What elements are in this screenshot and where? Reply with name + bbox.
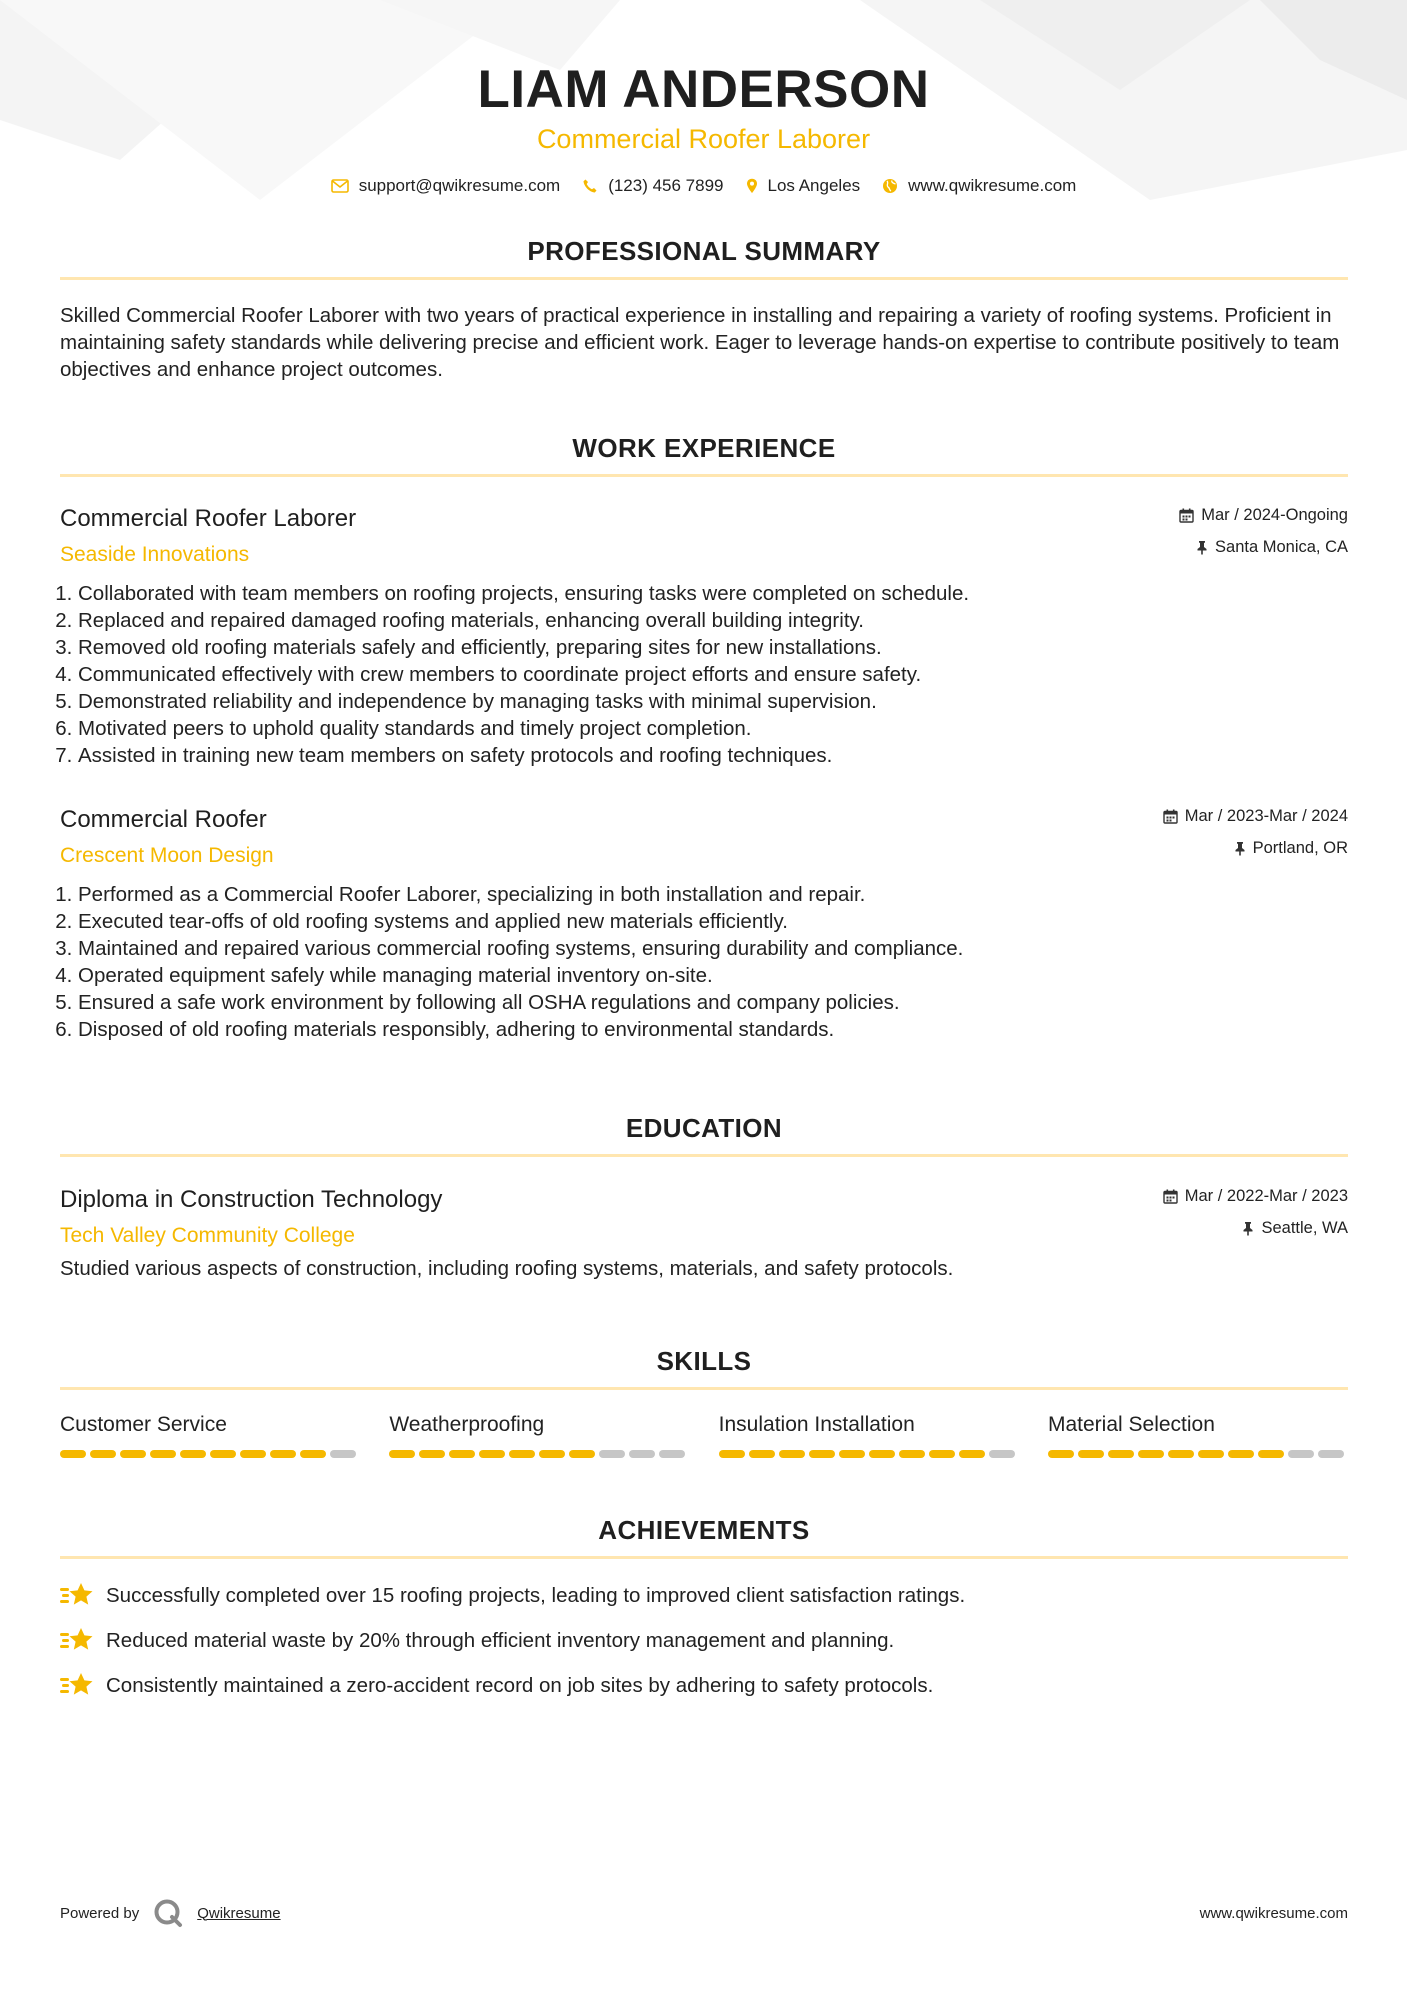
education-location: Seattle, WA — [1261, 1219, 1348, 1237]
skill-name: Insulation Installation — [718, 1413, 915, 1436]
job-bullets — [60, 580, 1348, 769]
skill-rating-segment — [240, 1450, 266, 1458]
skill-rating-segment — [779, 1450, 805, 1458]
job-location: Santa Monica, CA — [1215, 538, 1348, 556]
skill-item — [1048, 1412, 1348, 1458]
list-item: 6. Motivated peers to uphold quality standards and timely project completion. — [78, 715, 1348, 742]
education-dates: Mar / 2022-Mar / 2023 — [1184, 1187, 1348, 1205]
skill-rating-segment — [749, 1450, 775, 1458]
education-heading: EDUCATION — [625, 1113, 783, 1143]
contact-location-text: Los Angeles — [767, 176, 861, 195]
job-entry — [60, 504, 1348, 769]
skill-name: Material Selection — [1047, 1413, 1215, 1436]
envelope-icon — [331, 179, 349, 193]
calendar-icon — [1179, 508, 1194, 523]
section-divider — [60, 1556, 1348, 1559]
job-location: Portland, OR — [1252, 839, 1348, 857]
resume-header — [0, 0, 1407, 196]
experience-section — [60, 433, 1348, 477]
skill-rating-segment — [809, 1450, 835, 1458]
summary-heading: PROFESSIONAL SUMMARY — [527, 236, 881, 266]
skill-rating-segment — [330, 1450, 356, 1458]
skills-section — [60, 1346, 1348, 1458]
star-icon — [60, 1671, 94, 1699]
footer — [60, 1898, 1348, 1928]
skill-rating-segment — [839, 1450, 865, 1458]
skill-rating-segment — [449, 1450, 475, 1458]
skill-rating — [1048, 1450, 1348, 1458]
education-entry — [60, 1185, 1348, 1282]
skill-rating-segment — [1078, 1450, 1104, 1458]
list-item: 6. Disposed of old roofing materials responsibly, adhering to environmental standards. — [78, 1016, 1348, 1043]
skill-rating — [60, 1450, 360, 1458]
achievements-heading: ACHIEVEMENTS — [598, 1515, 810, 1545]
job-title: Commercial Roofer — [60, 806, 267, 833]
contact-email[interactable] — [331, 176, 561, 196]
contact-website-text: www.qwikresume.com — [908, 176, 1077, 195]
skill-rating-segment — [180, 1450, 206, 1458]
list-item: 2. Replaced and repaired damaged roofing materials, enhancing overall building integrity. — [78, 607, 1348, 634]
section-divider — [60, 474, 1348, 477]
list-item: 3. Maintained and repaired various commercial roofing systems, ensuring durability and compliance. — [78, 935, 1348, 962]
list-item: 2. Executed tear-offs of old roofing systems and applied new materials efficiently. — [78, 908, 1348, 935]
job-company: Seaside Innovations — [60, 543, 250, 566]
skill-rating-segment — [629, 1450, 655, 1458]
skill-rating-segment — [1258, 1450, 1284, 1458]
job-bullets — [60, 881, 1348, 1043]
map-pin-icon — [746, 178, 758, 194]
achievement-text: Reduced material waste by 20% through efficient inventory management and planning. — [106, 1628, 895, 1652]
skill-rating-segment — [389, 1450, 415, 1458]
skill-rating-segment — [1288, 1450, 1314, 1458]
skill-rating-segment — [1048, 1450, 1074, 1458]
skill-rating-segment — [419, 1450, 445, 1458]
summary-text: Skilled Commercial Roofer Laborer with two years of practical experience in installing and repairing a variety of roofing systems. Proficient in maintaining safety standards while delivering precise and efficient work. Eager to leverage hands-on expertise to contribute positively to team objectives and enhance project outcomes. — [60, 304, 1340, 381]
skill-rating-segment — [719, 1450, 745, 1458]
powered-by-label: Powered by — [60, 1904, 140, 1922]
skill-name: Weatherproofing — [389, 1413, 545, 1436]
skill-rating-segment — [210, 1450, 236, 1458]
star-icon — [60, 1581, 94, 1609]
candidate-name: LIAM ANDERSON — [477, 60, 930, 119]
skill-rating-segment — [1168, 1450, 1194, 1458]
experience-heading: WORK EXPERIENCE — [572, 433, 836, 463]
star-icon — [60, 1626, 94, 1654]
skill-rating-segment — [869, 1450, 895, 1458]
section-divider — [60, 1387, 1348, 1390]
phone-icon — [582, 178, 598, 194]
section-divider — [60, 1154, 1348, 1157]
skill-rating-segment — [599, 1450, 625, 1458]
achievement-text: Consistently maintained a zero-accident record on job sites by adhering to safety protocols. — [106, 1673, 934, 1697]
list-item: 1. Collaborated with team members on roofing projects, ensuring tasks were completed on schedule. — [78, 580, 1348, 607]
list-item: 1. Performed as a Commercial Roofer Laborer, specializing in both installation and repair. — [78, 881, 1348, 908]
achievement-item — [60, 1626, 1348, 1654]
job-dates: Mar / 2024-Ongoing — [1201, 506, 1348, 524]
skill-rating-segment — [90, 1450, 116, 1458]
achievement-item — [60, 1671, 1348, 1699]
skill-rating-segment — [300, 1450, 326, 1458]
section-divider — [60, 277, 1348, 280]
summary-section — [60, 236, 1348, 383]
list-item: 5. Ensured a safe work environment by following all OSHA regulations and company policies. — [78, 989, 1348, 1016]
skill-rating-segment — [539, 1450, 565, 1458]
skill-item — [389, 1412, 689, 1458]
skill-rating-segment — [509, 1450, 535, 1458]
skill-rating-segment — [1108, 1450, 1134, 1458]
list-item: 3. Removed old roofing materials safely and efficiently, preparing sites for new installations. — [78, 634, 1348, 661]
skill-rating-segment — [569, 1450, 595, 1458]
contact-website[interactable] — [882, 176, 1076, 196]
qwikresume-logo-icon — [153, 1898, 183, 1928]
skills-heading: SKILLS — [656, 1346, 752, 1376]
contact-bar — [0, 176, 1407, 196]
contact-email-text: support@qwikresume.com — [358, 176, 561, 195]
achievement-text: Successfully completed over 15 roofing projects, leading to improved client satisfaction ratings. — [106, 1583, 966, 1607]
list-item: 7. Assisted in training new team members on safety protocols and roofing techniques. — [78, 742, 1348, 769]
calendar-icon — [1163, 1189, 1178, 1204]
skill-rating-segment — [150, 1450, 176, 1458]
skill-rating-segment — [1138, 1450, 1164, 1458]
skill-rating-segment — [1228, 1450, 1254, 1458]
skill-rating-segment — [1318, 1450, 1344, 1458]
achievements-section — [60, 1515, 1348, 1699]
skill-name: Customer Service — [60, 1413, 227, 1436]
school-name: Tech Valley Community College — [60, 1224, 355, 1247]
list-item: 4. Operated equipment safely while managing material inventory on-site. — [78, 962, 1348, 989]
qwikresume-link[interactable]: Qwikresume — [197, 1904, 281, 1922]
contact-phone[interactable] — [582, 176, 723, 196]
skill-rating — [719, 1450, 1019, 1458]
calendar-icon — [1163, 809, 1178, 824]
skill-rating-segment — [989, 1450, 1015, 1458]
pin-icon — [1196, 540, 1208, 555]
contact-location — [746, 176, 861, 196]
skill-rating-segment — [929, 1450, 955, 1458]
list-item: 5. Demonstrated reliability and independence by managing tasks with minimal supervision. — [78, 688, 1348, 715]
degree-title: Diploma in Construction Technology — [60, 1186, 443, 1213]
skill-item — [60, 1412, 360, 1458]
contact-phone-text: (123) 456 7899 — [608, 176, 724, 195]
skill-rating-segment — [270, 1450, 296, 1458]
pin-icon — [1234, 841, 1246, 856]
job-title: Commercial Roofer Laborer — [60, 505, 357, 532]
achievement-item — [60, 1581, 1348, 1609]
pin-icon — [1242, 1221, 1254, 1236]
skill-rating-segment — [120, 1450, 146, 1458]
list-item: 4. Communicated effectively with crew members to coordinate project efforts and ensure safety. — [78, 661, 1348, 688]
skill-rating-segment — [479, 1450, 505, 1458]
skill-rating-segment — [659, 1450, 685, 1458]
skill-rating-segment — [60, 1450, 86, 1458]
education-description: Studied various aspects of construction, including roofing systems, materials, and safety protocols. — [60, 1257, 954, 1280]
job-dates: Mar / 2023-Mar / 2024 — [1184, 807, 1348, 825]
skill-rating-segment — [959, 1450, 985, 1458]
skill-rating — [389, 1450, 689, 1458]
globe-icon — [882, 178, 898, 194]
education-section — [60, 1113, 1348, 1157]
footer-website[interactable]: www.qwikresume.com — [1199, 1904, 1348, 1922]
job-company: Crescent Moon Design — [60, 844, 274, 867]
candidate-title: Commercial Roofer Laborer — [536, 124, 871, 154]
skill-rating-segment — [1198, 1450, 1224, 1458]
job-entry — [60, 805, 1348, 1043]
skill-item — [719, 1412, 1019, 1458]
skill-rating-segment — [899, 1450, 925, 1458]
skills-list — [60, 1412, 1348, 1458]
